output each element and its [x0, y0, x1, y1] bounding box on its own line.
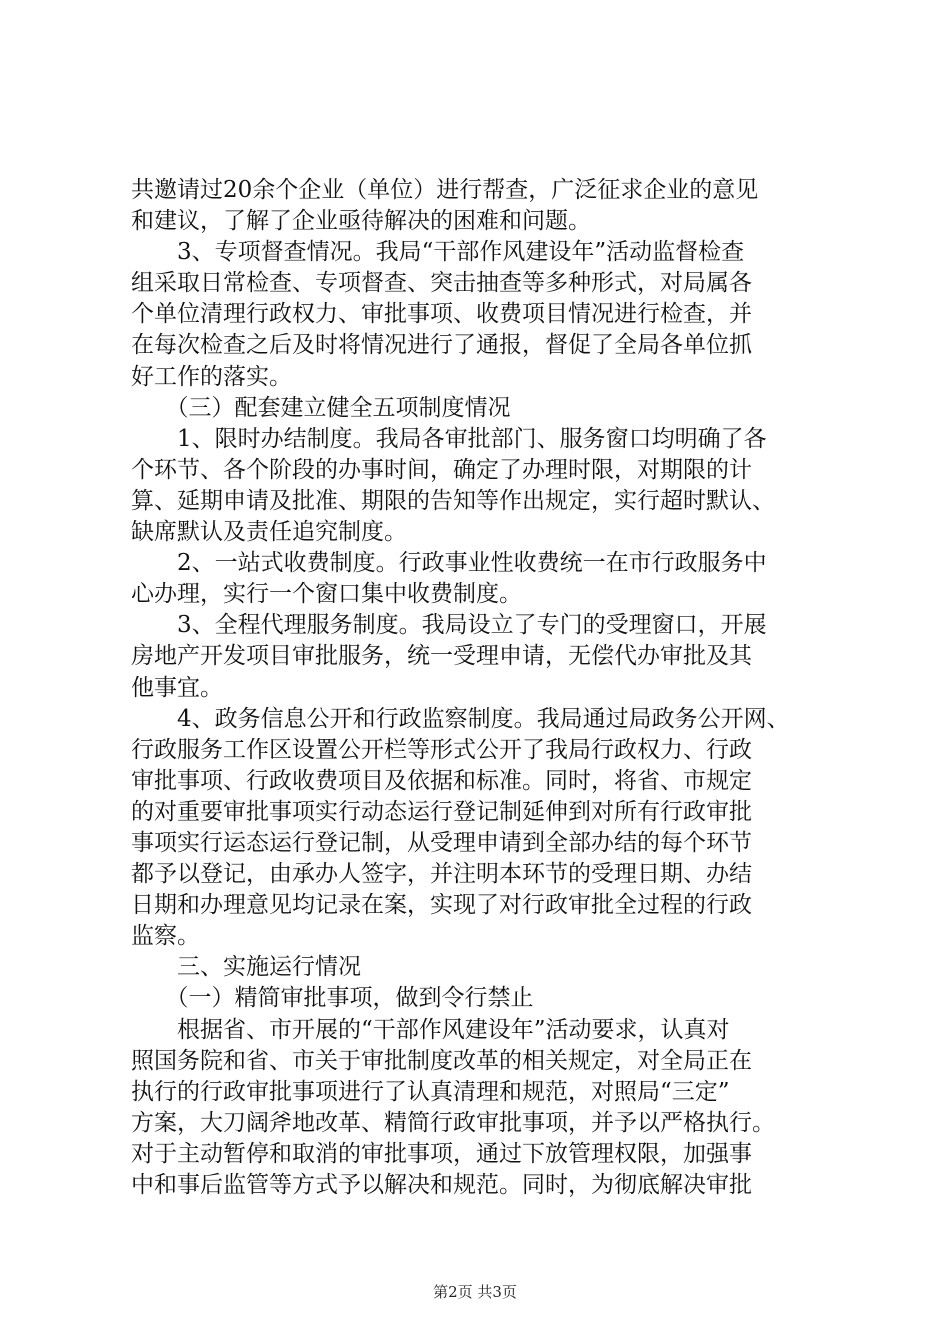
- text-line: 三、实施运行情况: [131, 954, 361, 981]
- text-line: 方案，大刀阔斧地改革、精简行政审批事项，并予以严格执行。: [131, 1109, 775, 1136]
- text-line: 1、限时办结制度。我局各审批部门、服务窗口均明确了各: [131, 425, 767, 452]
- text-line: 中和事后监管等方式予以解决和规范。同时，为彻底解决审批: [131, 1172, 752, 1198]
- text-line: 个环节、各个阶段的办事时间，确定了办理时限，对期限的计: [131, 456, 752, 483]
- document-body: [131, 175, 831, 1201]
- text-line: 好工作的落实。: [131, 363, 292, 390]
- text-line: 的对重要审批事项实行动态运行登记制延伸到对所有行政审批: [131, 798, 752, 825]
- text-line: 监察。: [131, 923, 200, 950]
- text-line: 日期和办理意见均记录在案，实现了对行政审批全过程的行政: [131, 892, 752, 919]
- text-line: 执行的行政审批事项进行了认真清理和规范，对照局“三定”: [131, 1078, 730, 1105]
- text-line: 4、政务信息公开和行政监察制度。我局通过局政务公开网、: [131, 705, 790, 732]
- text-line: 共邀请过20余个企业（单位）进行帮查，广泛征求企业的意见: [131, 177, 759, 203]
- text-line: 根据省、市开展的“干部作风建设年”活动要求，认真对: [131, 1016, 730, 1043]
- text-line: 照国务院和省、市关于审批制度改革的相关规定，对全局正在: [131, 1047, 752, 1074]
- text-line: 行政服务工作区设置公开栏等形式公开了我局行政权力、行政: [131, 736, 752, 763]
- text-line: 3、全程代理服务制度。我局设立了专门的受理窗口，开展: [131, 612, 767, 639]
- text-line: 3、专项督查情况。我局“干部作风建设年”活动监督检查: [131, 239, 745, 266]
- text-line: 审批事项、行政收费项目及依据和标准。同时，将省、市规定: [131, 767, 752, 794]
- text-line: 他事宜。: [131, 674, 223, 701]
- text-line: 都予以登记，由承办人签字，并注明本环节的受理日期、办结: [131, 861, 752, 888]
- text-line: 对于主动暂停和取消的审批事项，通过下放管理权限，加强事: [131, 1140, 752, 1167]
- text-line: 在每次检查之后及时将情况进行了通报，督促了全局各单位抓: [131, 332, 752, 359]
- text-line: （三）配套建立健全五项制度情况: [131, 394, 511, 421]
- text-line: 缺席默认及责任追究制度。: [131, 519, 407, 546]
- text-line: 房地产开发项目审批服务，统一受理申请，无偿代办审批及其: [131, 643, 752, 670]
- text-line: 个单位清理行政权力、审批事项、收费项目情况进行检查，并: [131, 301, 752, 328]
- page-footer: 第2页 共3页: [433, 1283, 517, 1301]
- text-line: 和建议，了解了企业亟待解决的困难和问题。: [131, 208, 591, 235]
- text-line: （一）精简审批事项，做到令行禁止: [131, 985, 534, 1012]
- text-line: 算、延期申请及批准、期限的告知等作出规定，实行超时默认、: [131, 487, 775, 514]
- text-line: 2、一站式收费制度。行政事业性收费统一在市行政服务中: [131, 550, 767, 577]
- text-line: 心办理，实行一个窗口集中收费制度。: [131, 581, 522, 608]
- text-line: 组采取日常检查、专项督查、突击抽查等多种形式，对局属各: [131, 270, 752, 297]
- text-line: 事项实行运态运行登记制，从受理申请到全部办结的每个环节: [131, 829, 752, 856]
